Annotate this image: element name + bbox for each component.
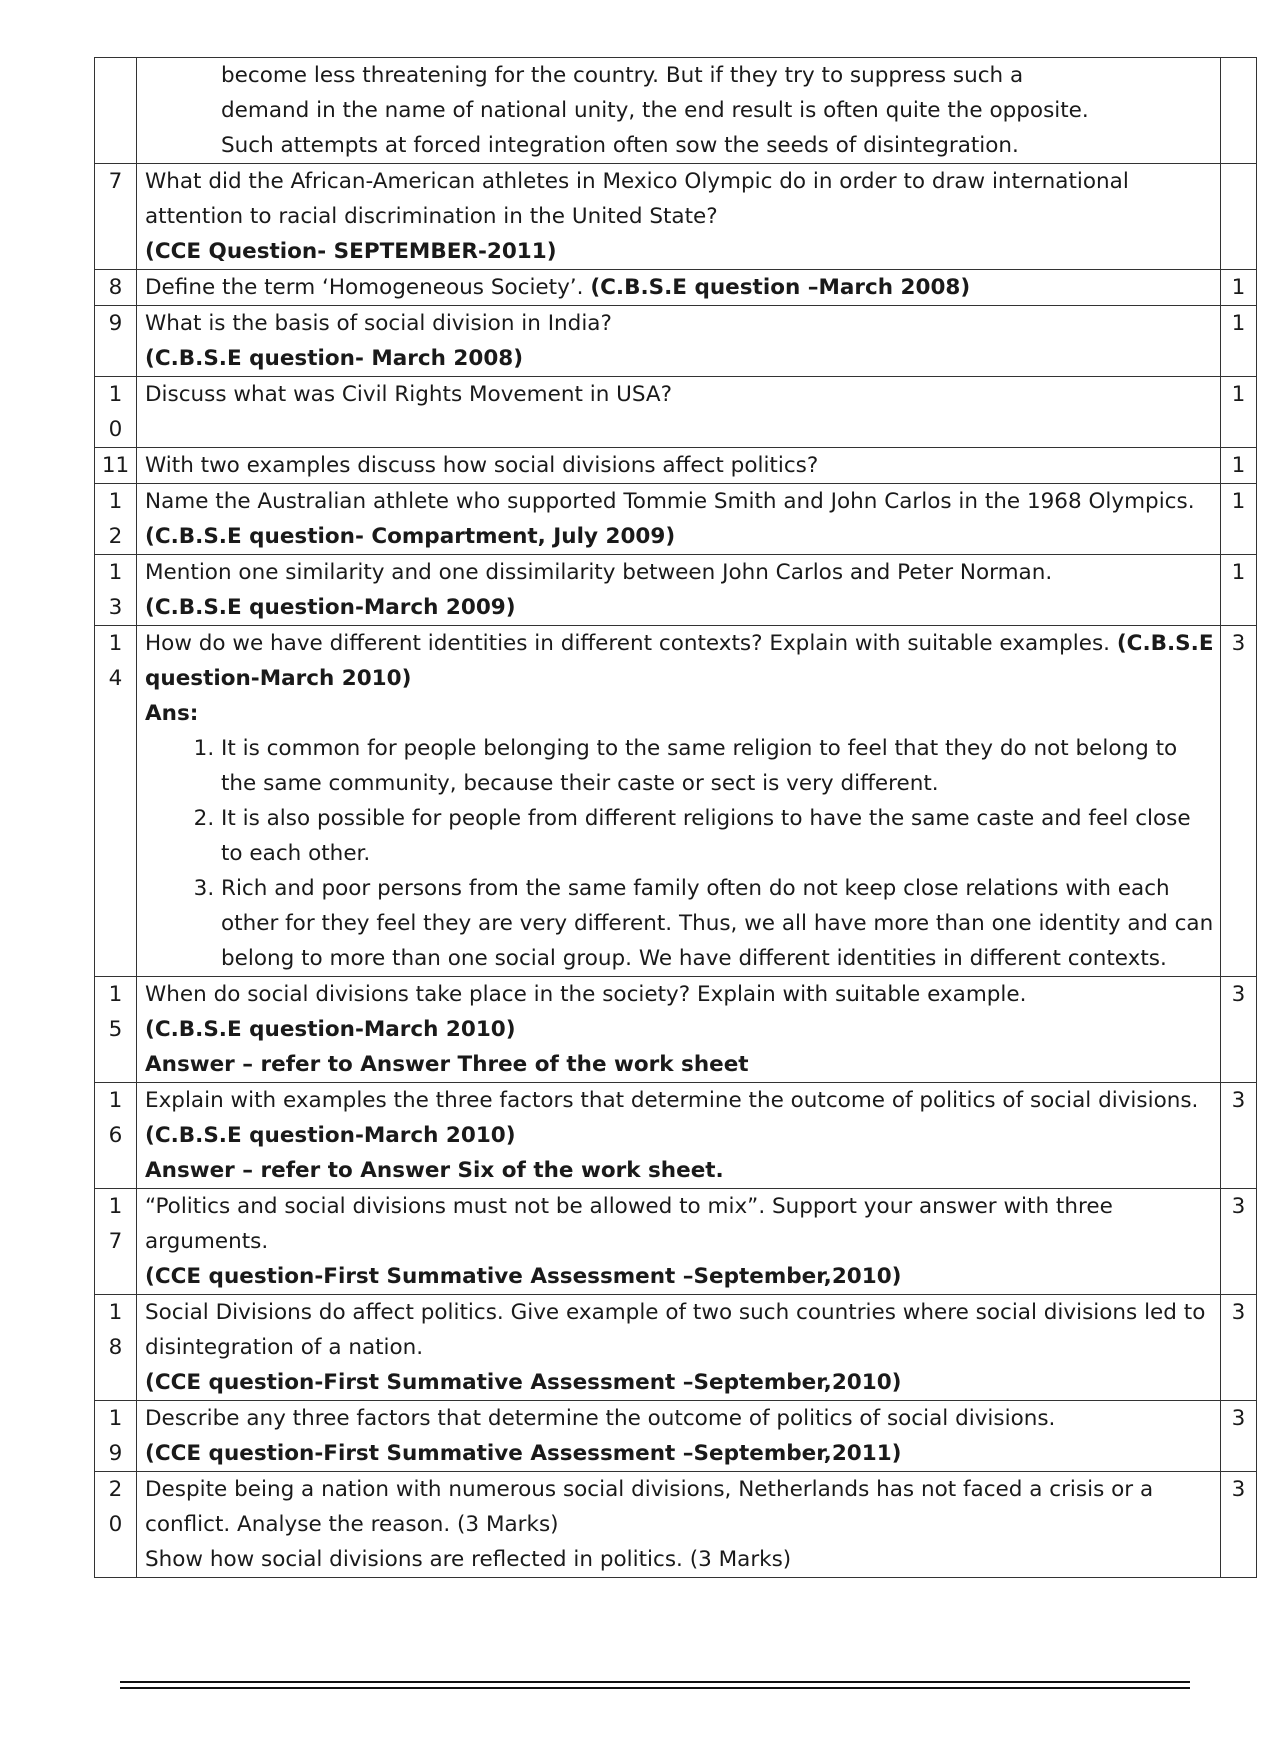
table-row [95,484,1257,555]
continuation-line: become less threatening for the country. But if they try to suppress such a [221,63,1024,88]
table-row [95,1401,1257,1472]
question-number: 16 [95,1083,137,1189]
continuation-line: Such attempts at forced integration often sow the seeds of disintegration. [221,133,1019,158]
question-source: (C.B.S.E question-March 2010) [145,1017,516,1042]
table-row [95,977,1257,1083]
marks-cell [1221,58,1257,164]
answer-list [145,731,1214,976]
question-cell [137,306,1221,377]
question-cell [137,377,1221,448]
question-number: 10 [95,377,137,448]
footer-double-rule [120,1681,1190,1689]
table-row [95,58,1257,164]
question-number: 14 [95,626,137,977]
question-number: 15 [95,977,137,1083]
question-text: Mention one similarity and one dissimilarity between John Carlos and Peter Norman. [145,560,1053,585]
question-table [94,57,1257,1578]
table-row [95,270,1257,306]
marks-cell: 1 [1221,555,1257,626]
question-extra: Show how social divisions are reflected in politics. (3 Marks) [145,1547,792,1572]
question-source: (CCE question-First Summative Assessment –September,2010) [145,1264,902,1289]
table-row [95,1295,1257,1401]
question-sheet [94,57,1256,1578]
marks-cell: 3 [1221,1189,1257,1295]
question-cell [137,977,1221,1083]
marks-cell: 3 [1221,1472,1257,1578]
question-source: (CCE question-First Summative Assessment –September,2010) [145,1370,902,1395]
question-cell [137,555,1221,626]
question-number: 13 [95,555,137,626]
question-source: (C.B.S.E question-March 2010) [145,631,1214,691]
question-text: “Politics and social divisions must not be allowed to mix”. Support your answer with three arguments. [145,1194,1113,1254]
question-cell [137,1083,1221,1189]
question-text: Define the term ‘Homogeneous Society’. [145,275,584,300]
marks-cell: 3 [1221,977,1257,1083]
question-number: 12 [95,484,137,555]
question-cell [137,270,1221,306]
marks-cell: 3 [1221,1295,1257,1401]
question-text: Describe any three factors that determine the outcome of politics of social divisions. [145,1406,1056,1431]
table-row [95,164,1257,270]
question-text: Explain with examples the three factors that determine the outcome of politics of social divisions. [145,1088,1199,1113]
question-number: 7 [95,164,137,270]
question-cell [137,484,1221,555]
answer-item: 3. Rich and poor persons from the same family often do not keep close relations with each other for they feel they are very different. Thus, we all have more than one identity and can belong to more than one social group. We have different identities in different contexts. [221,871,1214,976]
table-row [95,377,1257,448]
question-text: How do we have different identities in different contexts? Explain with suitable examples. [145,631,1111,656]
table-row [95,626,1257,977]
answer-note: Answer – refer to Answer Three of the work sheet [145,1052,749,1077]
answer-note: Answer – refer to Answer Six of the work sheet. [145,1158,724,1183]
question-number: 8 [95,270,137,306]
question-cell [137,448,1221,484]
marks-cell: 1 [1221,270,1257,306]
table-row [95,448,1257,484]
question-source: (CCE Question- SEPTEMBER-2011) [145,239,557,264]
marks-cell: 3 [1221,626,1257,977]
question-text: Despite being a nation with numerous social divisions, Netherlands has not faced a crisis or a conflict. Analyse the reason. (3 Marks) [145,1477,1154,1537]
question-text: Social Divisions do affect politics. Give example of two such countries where social divisions led to disintegration of a nation. [145,1300,1206,1360]
marks-cell: 1 [1221,377,1257,448]
continuation-line: demand in the name of national unity, the end result is often quite the opposite. [221,98,1089,123]
question-cell [137,1189,1221,1295]
question-cell [137,1295,1221,1401]
table-row [95,1472,1257,1578]
question-cell [137,1401,1221,1472]
marks-cell [1221,164,1257,270]
question-number: 9 [95,306,137,377]
marks-cell: 3 [1221,1083,1257,1189]
question-number: 11 [95,448,137,484]
question-cell [137,164,1221,270]
question-text: Discuss what was Civil Rights Movement in USA? [145,382,673,407]
table-row [95,306,1257,377]
question-number: 18 [95,1295,137,1401]
question-number: 20 [95,1472,137,1578]
question-source: (CCE question-First Summative Assessment –September,2011) [145,1441,902,1466]
answer-item: 2. It is also possible for people from different religions to have the same caste and feel close to each other. [221,801,1214,871]
question-source: (C.B.S.E question-March 2009) [145,595,516,620]
answer-item: 1. It is common for people belonging to the same religion to feel that they do not belong to the same community, because their caste or sect is very different. [221,731,1214,801]
question-source: (C.B.S.E question –March 2008) [590,275,971,300]
question-source: (C.B.S.E question-March 2010) [145,1123,516,1148]
question-text: With two examples discuss how social divisions affect politics? [145,453,819,478]
question-number: 17 [95,1189,137,1295]
table-row [95,555,1257,626]
question-text: What is the basis of social division in India? [145,311,612,336]
marks-cell: 3 [1221,1401,1257,1472]
answer-label: Ans: [145,701,199,726]
table-row [95,1083,1257,1189]
question-cell [137,626,1221,977]
marks-cell: 1 [1221,448,1257,484]
question-source: (C.B.S.E question- Compartment, July 2009) [145,524,676,549]
question-cell [137,1472,1221,1578]
marks-cell: 1 [1221,306,1257,377]
marks-cell: 1 [1221,484,1257,555]
question-text: Name the Australian athlete who supported Tommie Smith and John Carlos in the 1968 Olympics. [145,489,1195,514]
table-row [95,1189,1257,1295]
question-text: When do social divisions take place in the society? Explain with suitable example. [145,982,1027,1007]
question-text: What did the African-American athletes in Mexico Olympic do in order to draw international attention to racial discrimination in the United State? [145,169,1129,229]
continuation-text [137,58,1221,164]
question-source: (C.B.S.E question- March 2008) [145,346,524,371]
question-number: 19 [95,1401,137,1472]
question-number [95,58,137,164]
